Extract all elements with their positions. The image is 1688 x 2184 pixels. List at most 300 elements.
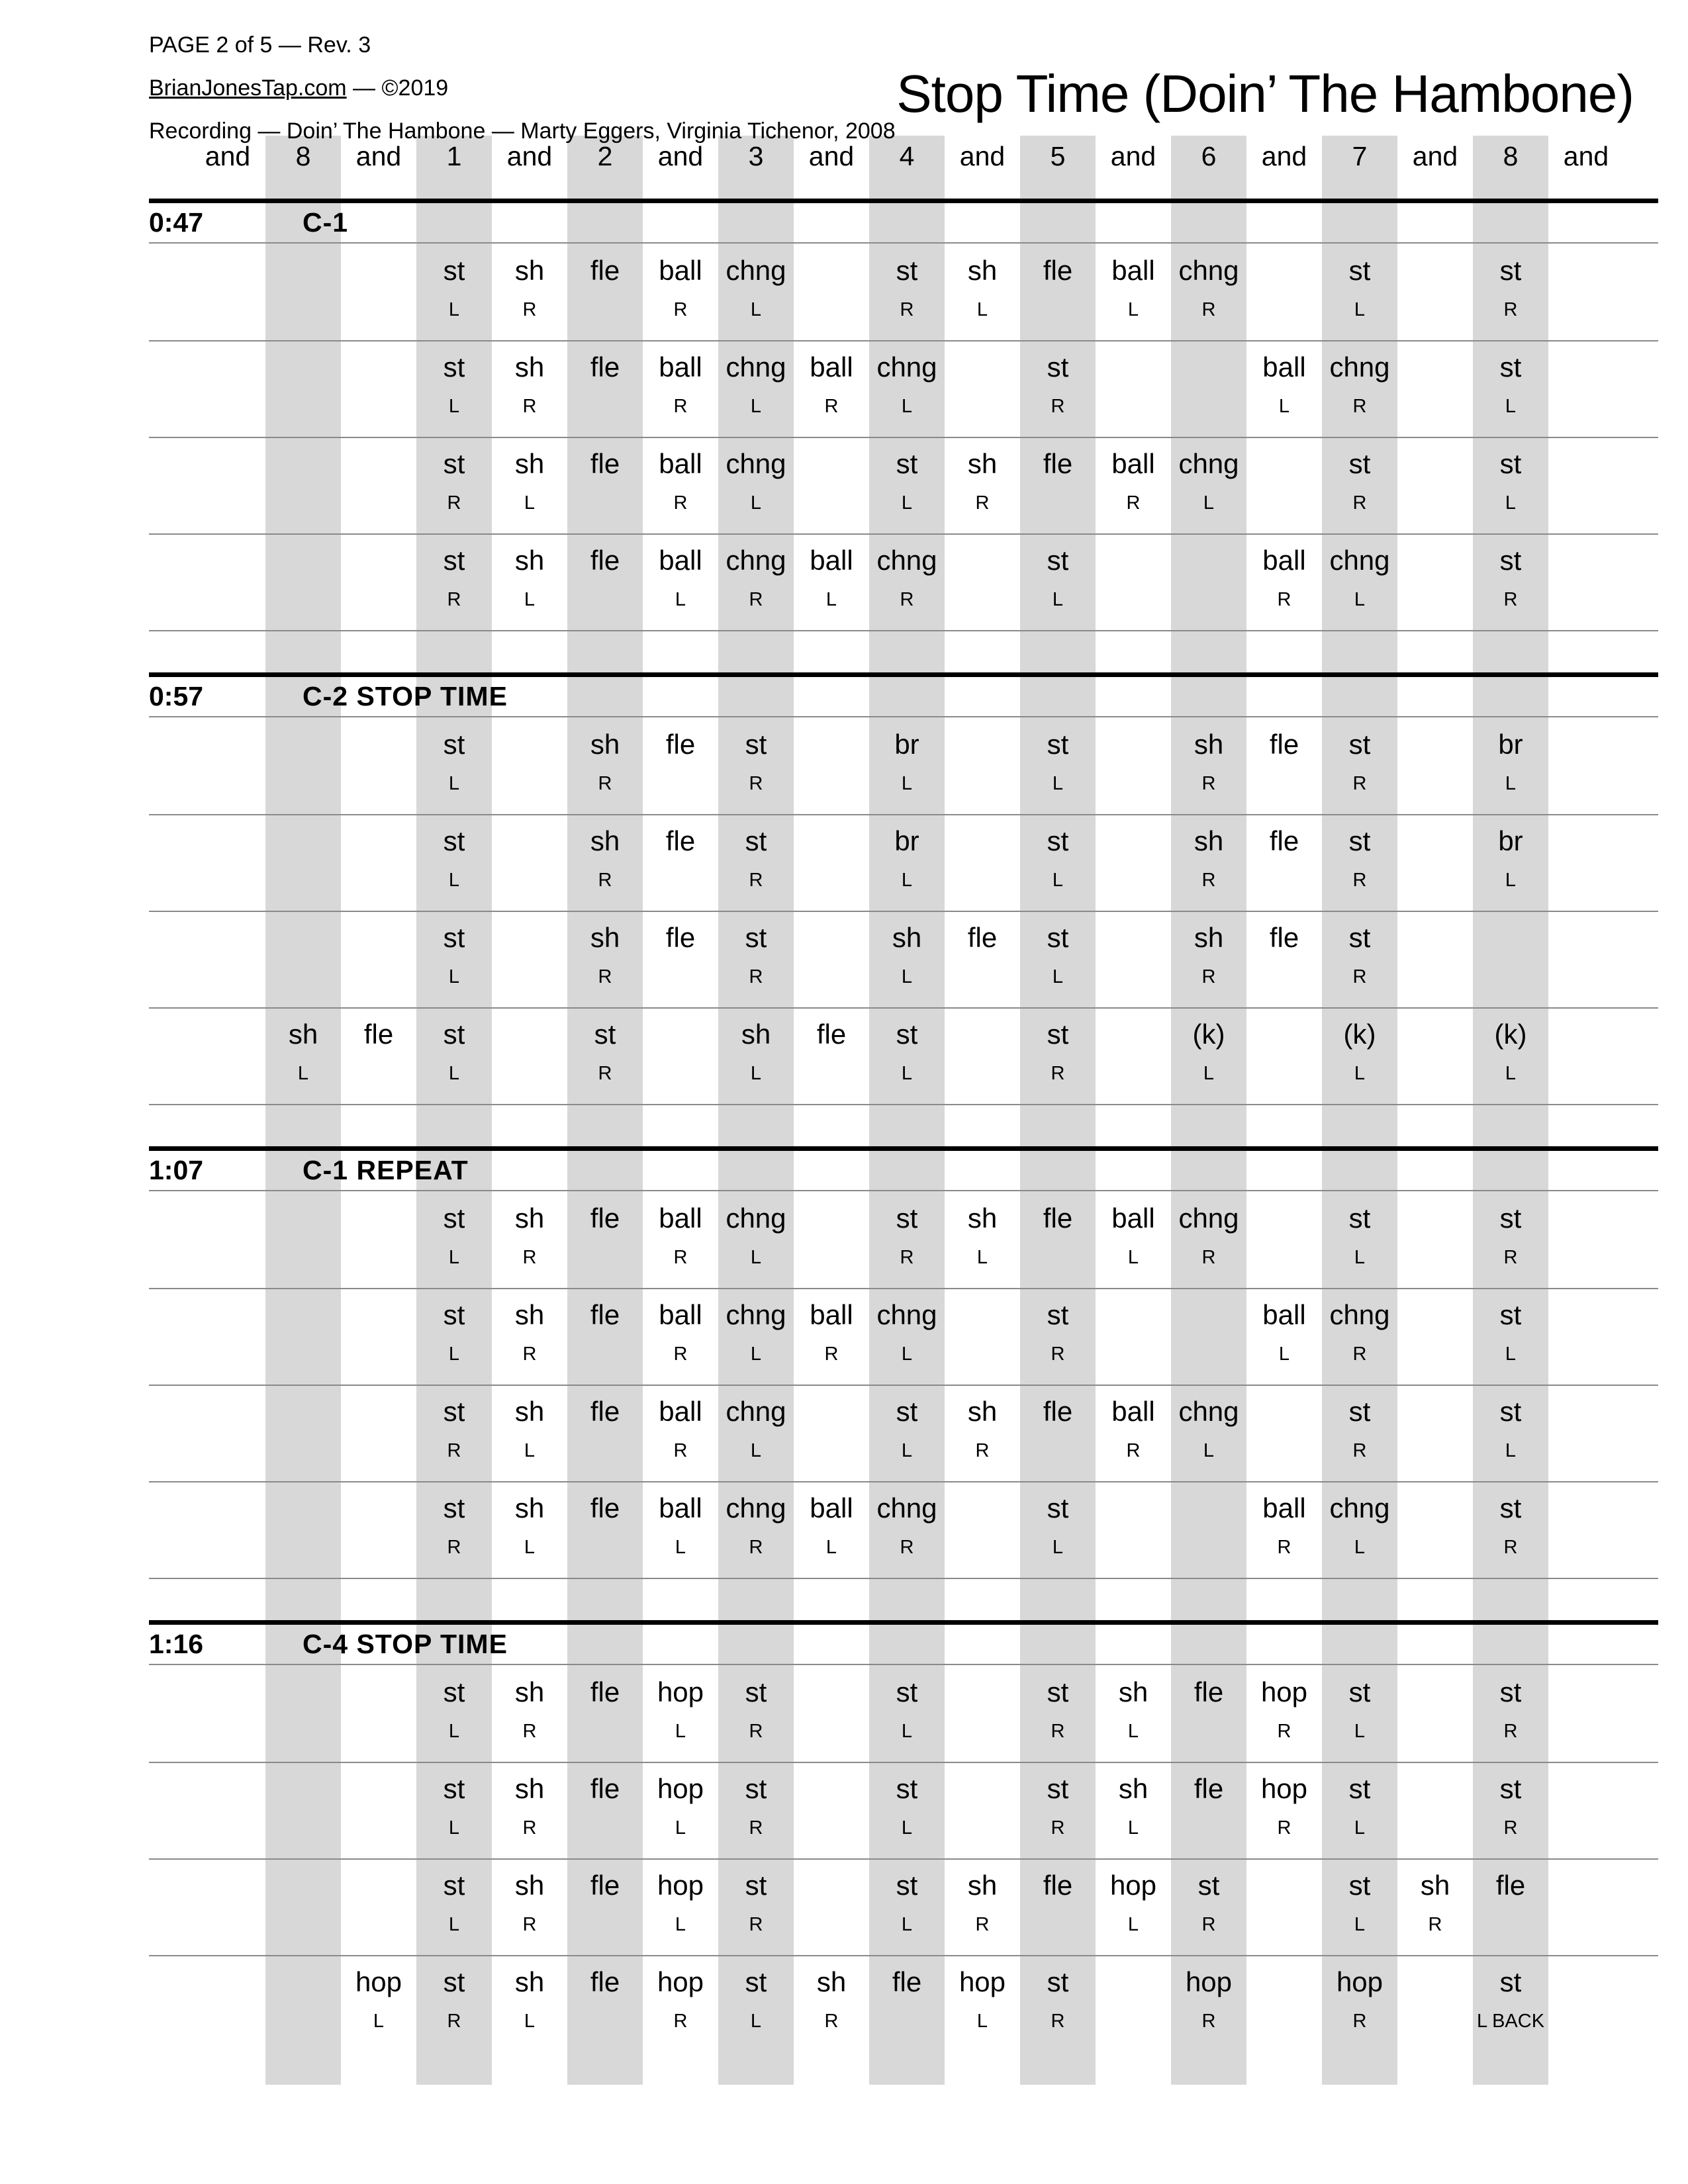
step-name: st (1047, 1773, 1069, 1804)
step-name: sh (1194, 922, 1224, 953)
step-name: st (443, 255, 465, 286)
step-cell (416, 1665, 492, 1762)
step-name: st (896, 448, 918, 479)
step-cell (718, 1955, 794, 2052)
step-name: fle (590, 448, 620, 479)
foot-label: L (901, 1721, 913, 1742)
step-name: ball (1262, 545, 1306, 576)
foot-label: R (1201, 870, 1216, 891)
foot-label: R (749, 870, 763, 891)
foot-label: L (901, 1914, 913, 1935)
step-cell (567, 1955, 643, 2052)
step-cell (1246, 1665, 1322, 1762)
step-cell (718, 1858, 794, 1955)
foot-label: R (1352, 1343, 1367, 1365)
step-cell (1322, 1762, 1397, 1858)
step-cell (945, 1955, 1020, 2052)
step-cell (1096, 1762, 1171, 1858)
step-name: hop (657, 1676, 704, 1707)
foot-label (567, 1803, 643, 1819)
step-name: st (1047, 1299, 1069, 1330)
foot-label (567, 381, 643, 397)
step-cell (1020, 244, 1096, 340)
step-cell (492, 1481, 567, 1578)
foot-label: L (448, 773, 460, 794)
step-name: st (1499, 1299, 1522, 1330)
step-cell (1020, 437, 1096, 533)
step-cell (945, 1191, 1020, 1288)
foot-label: R (522, 1817, 537, 1839)
step-cell (1096, 1858, 1171, 1955)
foot-label (567, 1522, 643, 1538)
beat-label: and (355, 141, 402, 171)
step-cell (945, 244, 1020, 340)
step-name: st (1348, 1870, 1371, 1901)
step-cell (1246, 533, 1322, 630)
step-cell (1473, 244, 1548, 340)
step-cell (1473, 1762, 1548, 1858)
step-cell (1322, 244, 1397, 340)
step-name: st (896, 1396, 918, 1427)
foot-label: R (1051, 1343, 1065, 1365)
foot-label: R (1126, 1440, 1141, 1461)
step-name: sh (514, 1203, 545, 1234)
step-name: hop (1109, 1870, 1157, 1901)
step-name: br (1498, 729, 1523, 760)
step-cell (1322, 911, 1397, 1007)
step-name: ball (1262, 1299, 1306, 1330)
step-cell (567, 1191, 643, 1288)
step-cell (643, 1955, 718, 2052)
step-name: st (745, 729, 767, 760)
foot-label: L (524, 2011, 536, 2032)
foot-label: R (522, 1247, 537, 1268)
step-cell (1246, 1288, 1322, 1385)
step-cell (1171, 1858, 1246, 1955)
foot-label: R (522, 1343, 537, 1365)
step-name: fle (1194, 1773, 1224, 1804)
step-cell (567, 1762, 643, 1858)
foot-label: R (1201, 966, 1216, 987)
step-name: st (745, 1966, 767, 1997)
beat-label: and (959, 141, 1006, 171)
foot-label: R (447, 1537, 461, 1558)
step-name: sh (514, 1773, 545, 1804)
foot-label: L (1505, 1440, 1517, 1461)
foot-label: R (598, 1063, 612, 1084)
section-timestamp: 1:16 (149, 1629, 204, 1659)
page-meta-line1: PAGE 2 of 5 — Rev. 3 (149, 32, 371, 58)
step-name: ball (659, 1492, 702, 1524)
step-name: sh (967, 448, 998, 479)
step-cell (1020, 1858, 1096, 1955)
foot-label: L (901, 1343, 913, 1365)
step-name: chng (876, 1299, 937, 1330)
foot-label: R (447, 1440, 461, 1461)
beat-label: and (657, 141, 704, 171)
step-name: fle (892, 1966, 922, 1997)
beat-label: and (808, 141, 855, 171)
step-name: chng (726, 351, 786, 383)
step-cell (643, 340, 718, 437)
step-cell (718, 244, 794, 340)
step-cell (794, 1955, 869, 2052)
foot-label: L (825, 589, 837, 610)
step-cell (1096, 1385, 1171, 1481)
foot-label: R (1503, 1247, 1518, 1268)
step-name: st (1499, 545, 1522, 576)
step-name: sh (1420, 1870, 1450, 1901)
step-cell (718, 340, 794, 437)
step-name: st (594, 1019, 616, 1050)
step-name: fle (967, 922, 998, 953)
step-cell (567, 911, 643, 1007)
step-cell (1473, 1665, 1548, 1762)
step-cell (416, 1191, 492, 1288)
step-name: st (1348, 1676, 1371, 1707)
section-divider-rule (149, 199, 1658, 203)
step-name: ball (810, 351, 853, 383)
step-name: st (1047, 1019, 1069, 1050)
step-name: fle (665, 922, 696, 953)
foot-label (1246, 758, 1322, 774)
step-name: fle (1043, 255, 1073, 286)
foot-label: R (749, 1537, 763, 1558)
step-name: chng (1178, 255, 1239, 286)
step-name: chng (1178, 1203, 1239, 1234)
beat-label: 6 (1201, 141, 1217, 171)
step-name: ball (1262, 1492, 1306, 1524)
section-timestamp: 1:07 (149, 1155, 204, 1185)
step-name: st (443, 448, 465, 479)
step-cell (416, 340, 492, 437)
step-name: st (896, 1676, 918, 1707)
step-cell (643, 1762, 718, 1858)
foot-label: L (825, 1537, 837, 1558)
step-cell (1171, 1191, 1246, 1288)
step-name: st (745, 1773, 767, 1804)
step-cell (567, 244, 643, 340)
step-name: sh (1118, 1773, 1149, 1804)
step-name: sh (967, 1870, 998, 1901)
step-name: fle (665, 825, 696, 856)
foot-label (643, 952, 718, 968)
step-name: fle (590, 545, 620, 576)
foot-label (567, 1706, 643, 1722)
beat-label: 5 (1050, 141, 1066, 171)
foot-label: L (750, 1063, 762, 1084)
step-name: hop (657, 1966, 704, 1997)
step-cell (1473, 340, 1548, 437)
step-name: fle (590, 1773, 620, 1804)
foot-label (567, 285, 643, 300)
step-cell (1171, 1007, 1246, 1104)
beat-label: 8 (1503, 141, 1519, 171)
foot-label: R (824, 396, 839, 417)
section-title: C-1 REPEAT (303, 1155, 469, 1185)
step-name: fle (590, 1870, 620, 1901)
step-cell (1322, 1858, 1397, 1955)
foot-label (567, 574, 643, 590)
step-name: ball (659, 255, 702, 286)
foot-label: R (1277, 1817, 1291, 1839)
step-cell (718, 437, 794, 533)
beat-shade-column (265, 136, 341, 2085)
foot-label: L (524, 1537, 536, 1558)
foot-label: L (448, 870, 460, 891)
step-cell (1171, 814, 1246, 911)
foot-label (1020, 1426, 1096, 1441)
foot-label: L (1052, 1537, 1064, 1558)
step-cell (643, 437, 718, 533)
step-name: st (896, 1870, 918, 1901)
step-name: fle (1043, 448, 1073, 479)
foot-label: R (673, 1247, 688, 1268)
step-name: st (443, 545, 465, 576)
step-cell (1322, 437, 1397, 533)
foot-label: L (901, 1063, 913, 1084)
foot-label: L (448, 1914, 460, 1935)
foot-label: R (749, 589, 763, 610)
foot-label: L (1127, 299, 1139, 320)
foot-label: L (1505, 870, 1517, 891)
step-name: st (443, 351, 465, 383)
step-name: chng (726, 1492, 786, 1524)
step-name: (k) (1192, 1019, 1225, 1050)
foot-label: L (1505, 773, 1517, 794)
foot-label: R (900, 1247, 914, 1268)
foot-label: R (1503, 589, 1518, 610)
foot-label: R (447, 2011, 461, 2032)
step-cell (492, 1858, 567, 1955)
section-timestamp: 0:47 (149, 207, 204, 238)
foot-label: L (901, 773, 913, 794)
step-name: fle (590, 1396, 620, 1427)
step-name: st (1047, 1492, 1069, 1524)
foot-label: R (1352, 773, 1367, 794)
foot-label: R (673, 2011, 688, 2032)
step-cell (1171, 717, 1246, 814)
foot-label: L (976, 1247, 988, 1268)
step-cell (492, 1955, 567, 2052)
section-divider-rule (149, 1620, 1658, 1625)
foot-label: R (749, 773, 763, 794)
foot-label: R (900, 299, 914, 320)
step-cell (567, 717, 643, 814)
step-name: st (745, 1676, 767, 1707)
site-link[interactable]: BrianJonesTap.com (149, 75, 347, 101)
step-name: chng (1329, 351, 1390, 383)
step-name: st (1047, 351, 1069, 383)
foot-label: L (1354, 1537, 1366, 1558)
foot-label: L (976, 299, 988, 320)
step-cell (492, 1665, 567, 1762)
step-name: fle (1269, 922, 1299, 953)
step-name: st (745, 922, 767, 953)
step-cell (869, 437, 945, 533)
step-name: st (1047, 545, 1069, 576)
step-cell (1322, 814, 1397, 911)
step-name: sh (892, 922, 922, 953)
foot-label: L (1127, 1247, 1139, 1268)
section-divider-rule (149, 1146, 1658, 1151)
foot-label: R (1503, 1721, 1518, 1742)
step-name: st (1047, 825, 1069, 856)
foot-label: L (448, 966, 460, 987)
step-cell (1020, 1955, 1096, 2052)
step-cell (567, 1665, 643, 1762)
step-name: st (1348, 825, 1371, 856)
step-cell (643, 1288, 718, 1385)
step-name: ball (659, 545, 702, 576)
step-cell (643, 717, 718, 814)
step-name: ball (810, 1492, 853, 1524)
step-name: chng (876, 351, 937, 383)
foot-label (1171, 1803, 1246, 1819)
step-cell (416, 911, 492, 1007)
step-cell (869, 1007, 945, 1104)
foot-label (1020, 1232, 1096, 1248)
foot-label: R (447, 492, 461, 514)
step-cell (341, 1007, 416, 1104)
step-name: ball (1111, 255, 1155, 286)
step-name: st (1047, 729, 1069, 760)
foot-label: L (901, 870, 913, 891)
foot-label: R (522, 299, 537, 320)
foot-label: L (750, 1247, 762, 1268)
step-cell (341, 1955, 416, 2052)
foot-label: L (750, 492, 762, 514)
step-cell (643, 1481, 718, 1578)
step-name: fle (590, 1203, 620, 1234)
step-cell (1171, 1385, 1246, 1481)
step-cell (492, 533, 567, 630)
step-name: st (1499, 1966, 1522, 1997)
step-name: fle (1043, 1203, 1073, 1234)
foot-label: L (1127, 1914, 1139, 1935)
foot-label: L (901, 1817, 913, 1839)
step-name: ball (659, 1203, 702, 1234)
step-name: sh (967, 1396, 998, 1427)
foot-label: L (901, 396, 913, 417)
step-name: sh (741, 1019, 771, 1050)
foot-label: R (1051, 1721, 1065, 1742)
step-cell (1096, 1665, 1171, 1762)
step-name: ball (1111, 448, 1155, 479)
foot-label: R (673, 1440, 688, 1461)
step-cell (643, 1858, 718, 1955)
step-cell (567, 1481, 643, 1578)
step-name: chng (726, 255, 786, 286)
step-name: hop (657, 1870, 704, 1901)
step-cell (1020, 1007, 1096, 1104)
step-cell (718, 533, 794, 630)
step-cell (643, 1385, 718, 1481)
step-name: ball (1111, 1203, 1155, 1234)
foot-label: R (749, 1817, 763, 1839)
beat-label: 3 (748, 141, 764, 171)
foot-label (567, 1899, 643, 1915)
step-cell (1322, 1385, 1397, 1481)
step-cell (416, 717, 492, 814)
foot-label: L (1052, 966, 1064, 987)
foot-label: L (297, 1063, 309, 1084)
foot-label (1171, 1706, 1246, 1722)
step-cell (718, 1288, 794, 1385)
foot-label: R (975, 1440, 990, 1461)
step-name: chng (1329, 1492, 1390, 1524)
step-cell (1322, 1955, 1397, 2052)
foot-label: R (1352, 870, 1367, 891)
foot-label: L (448, 299, 460, 320)
step-name: sh (514, 1396, 545, 1427)
foot-label: R (1352, 1440, 1367, 1461)
step-cell (869, 244, 945, 340)
step-cell (869, 533, 945, 630)
foot-label: R (1352, 396, 1367, 417)
foot-label: L (524, 492, 536, 514)
foot-label (794, 1048, 869, 1064)
step-cell (794, 340, 869, 437)
step-name: st (896, 1019, 918, 1050)
foot-label: L (1505, 396, 1517, 417)
foot-label: R (749, 1914, 763, 1935)
foot-label (643, 855, 718, 871)
step-name: st (1348, 729, 1371, 760)
step-cell (416, 1288, 492, 1385)
foot-label: R (1503, 299, 1518, 320)
step-name: chng (1329, 545, 1390, 576)
foot-label: R (522, 396, 537, 417)
step-cell (718, 1191, 794, 1288)
step-name: sh (514, 545, 545, 576)
step-cell (1171, 1955, 1246, 2052)
foot-label: L (675, 1537, 686, 1558)
foot-label: R (975, 492, 990, 514)
foot-label: R (1201, 773, 1216, 794)
step-cell (1020, 1762, 1096, 1858)
foot-label: R (598, 966, 612, 987)
step-name: st (1348, 922, 1371, 953)
step-name: st (1499, 351, 1522, 383)
foot-label: L (448, 1721, 460, 1742)
step-name: chng (726, 1396, 786, 1427)
step-cell (1020, 533, 1096, 630)
foot-label: R (1352, 2011, 1367, 2032)
foot-label (1246, 855, 1322, 871)
foot-label (1473, 1899, 1548, 1915)
step-cell (567, 814, 643, 911)
step-cell (416, 244, 492, 340)
foot-label: L (1278, 396, 1290, 417)
step-cell (416, 1385, 492, 1481)
step-cell (416, 814, 492, 911)
step-cell (869, 340, 945, 437)
step-cell (492, 1191, 567, 1288)
step-cell (416, 1481, 492, 1578)
step-cell (1322, 340, 1397, 437)
step-cell (1473, 814, 1548, 911)
foot-label: L (750, 396, 762, 417)
foot-label: L (1505, 1063, 1517, 1084)
row-divider-rule (149, 1104, 1658, 1105)
beat-label: and (1261, 141, 1307, 171)
step-name: st (896, 255, 918, 286)
step-cell (718, 911, 794, 1007)
step-cell (492, 437, 567, 533)
step-cell (794, 533, 869, 630)
step-name: st (896, 1203, 918, 1234)
